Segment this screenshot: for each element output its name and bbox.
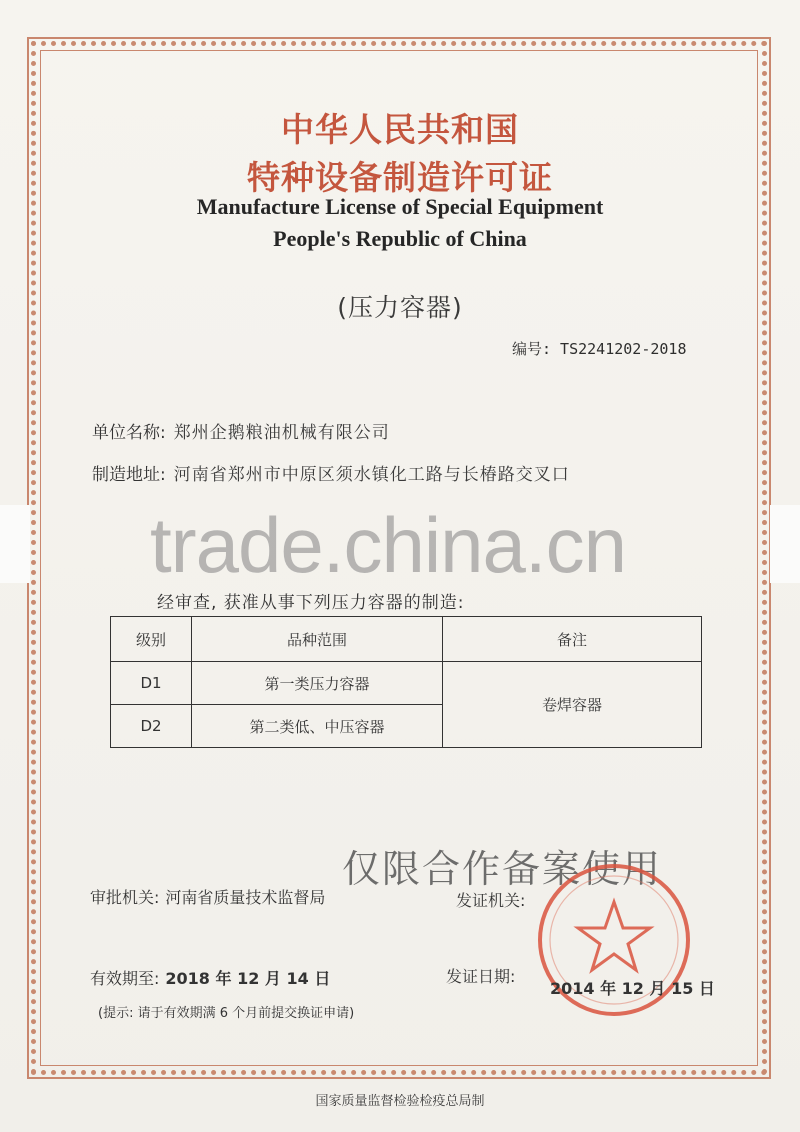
row-scope: 第二类低、中压容器 — [192, 705, 443, 748]
address-value: 河南省郑州市中原区须水镇化工路与长椿路交叉口 — [173, 465, 570, 485]
header-level: 级别 — [111, 617, 192, 662]
row-level: D2 — [111, 705, 192, 748]
issuing-authority-label: 发证机关: — [456, 891, 526, 910]
issuer-footer: 国家质量监督检验检疫总局制 — [315, 1094, 485, 1109]
title-cn-line1: 中华人民共和国 — [281, 110, 519, 149]
table-row — [111, 662, 702, 705]
watermark: trade.china.cn — [150, 501, 626, 589]
table-header-row — [111, 617, 702, 662]
issue-date-value: 2014 年 12 月 15 日 — [550, 979, 715, 998]
address-label: 制造地址: — [92, 465, 166, 485]
issue-date-label: 发证日期: — [446, 967, 516, 986]
cooperation-stamp-text: 仅限合作备案使用 — [342, 847, 663, 891]
category-subtitle: (压力容器) — [337, 293, 463, 322]
unit-name-field — [92, 418, 390, 443]
header-remark: 备注 — [443, 617, 702, 662]
row-scope: 第一类压力容器 — [192, 662, 443, 705]
valid-until-value: 2018 年 12 月 14 日 — [165, 969, 331, 988]
renewal-note: (提示: 请于有效期满 6 个月前提交换证申请) — [98, 1006, 355, 1021]
row-remark: 卷焊容器 — [443, 662, 702, 748]
valid-until-label: 有效期至: — [90, 969, 160, 988]
scan-highlight-right — [770, 505, 800, 583]
address-field — [92, 460, 570, 485]
approval-authority — [90, 885, 325, 908]
title-en-line2: People's Republic of China — [273, 226, 527, 251]
row-level: D1 — [111, 662, 192, 705]
title-cn-line2: 特种设备制造许可证 — [247, 158, 553, 197]
approval-authority-value: 河南省质量技术监督局 — [165, 888, 326, 907]
header-scope: 品种范围 — [192, 617, 443, 662]
title-en-line1: Manufacture License of Special Equipment — [196, 194, 604, 219]
approval-statement: 经审查, 获准从事下列压力容器的制造: — [157, 593, 465, 613]
unit-name-label: 单位名称: — [92, 423, 166, 443]
approval-authority-label: 审批机关: — [90, 888, 160, 907]
valid-until — [90, 966, 330, 989]
scan-highlight-left — [0, 505, 30, 583]
scope-table — [110, 616, 702, 748]
license-number: 编号: TS2241202-2018 — [512, 340, 687, 358]
unit-name-value: 郑州企鹅粮油机械有限公司 — [173, 423, 390, 443]
